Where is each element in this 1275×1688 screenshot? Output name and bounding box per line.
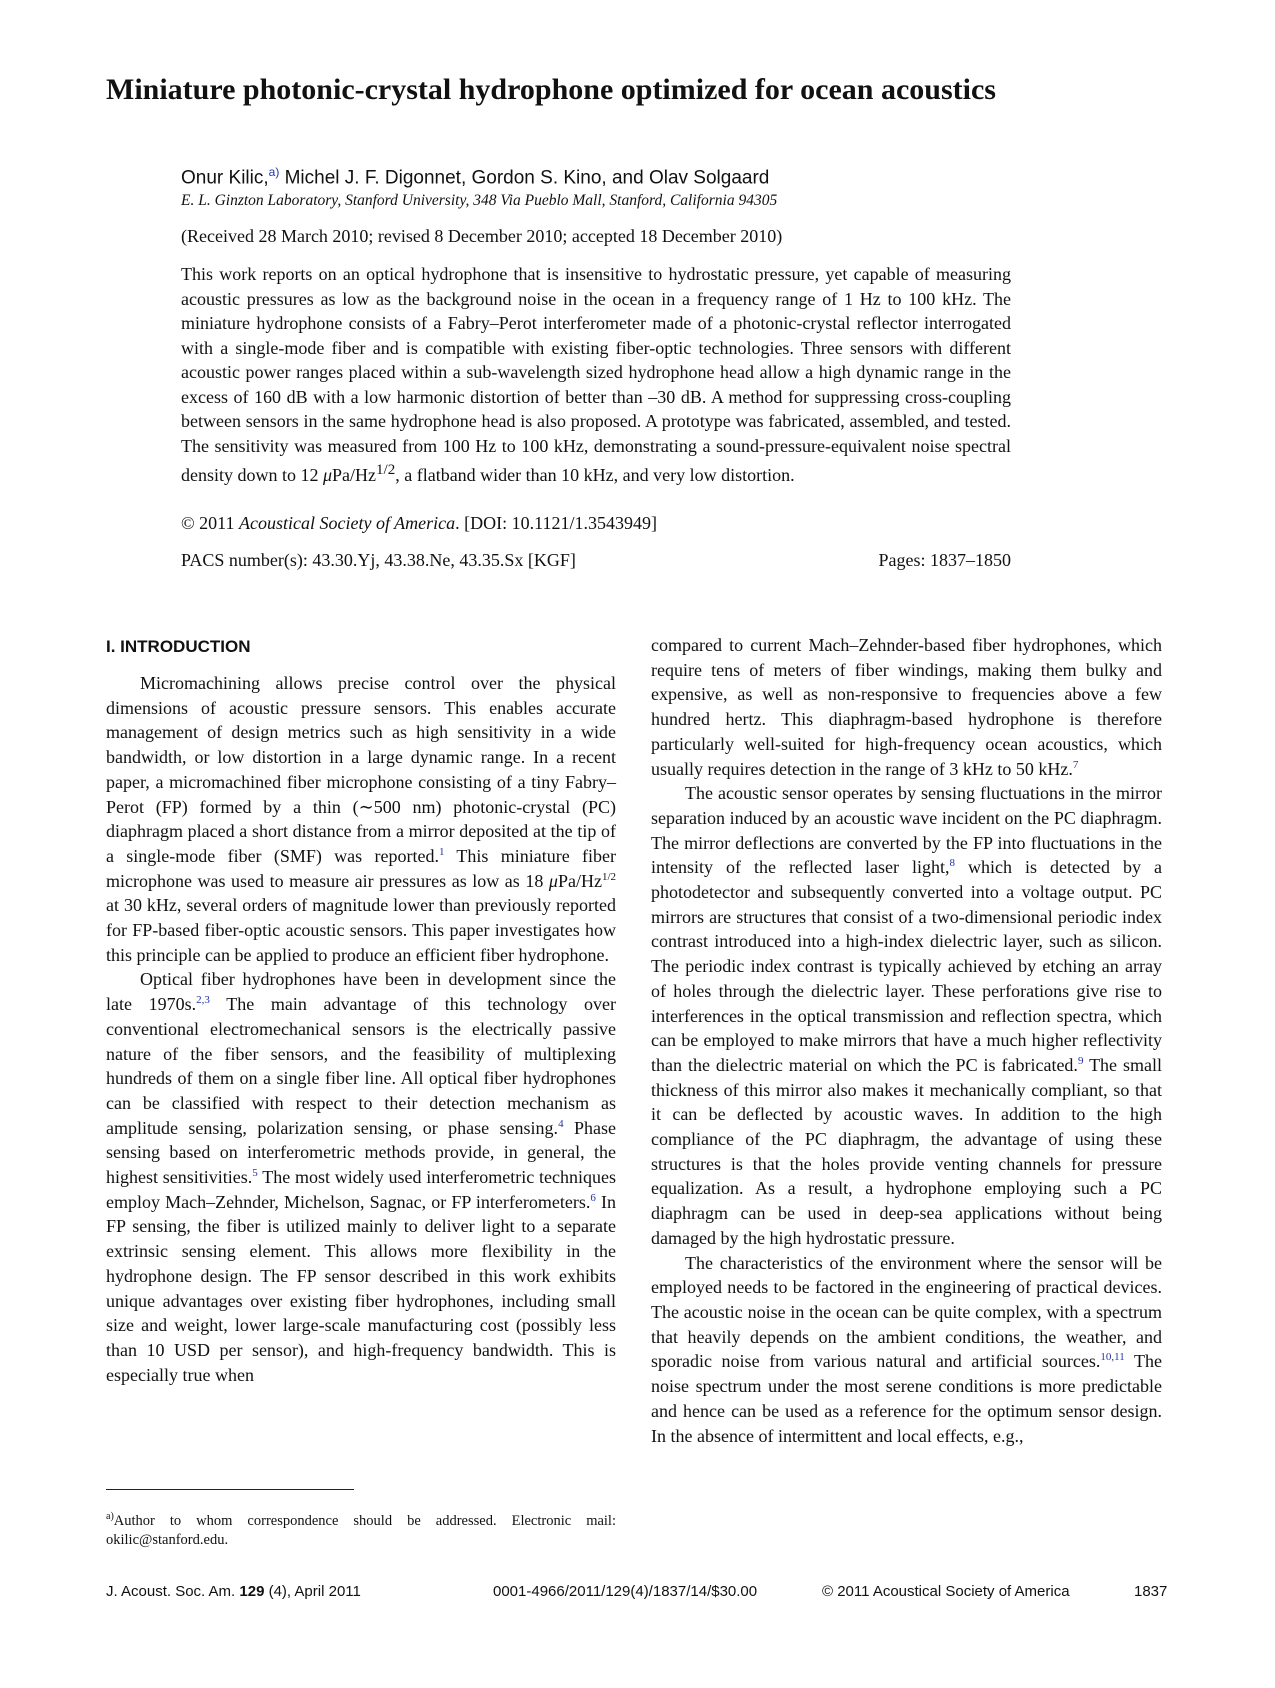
- journal-volume: 129: [239, 1583, 265, 1600]
- paragraph: [106, 967, 616, 1387]
- doi-link[interactable]: . [DOI: 10.1121/1.3543949]: [455, 513, 657, 533]
- citation-link[interactable]: 8: [949, 857, 955, 870]
- paragraph: [106, 671, 616, 967]
- author-footnote-mark[interactable]: a): [268, 165, 280, 179]
- paragraph-text: at 30 kHz, several orders of magnitude lower than previously reported for FP-based fiber-optic acoustic sensors. This paper investigates how this principle can be applied to produce an efficient fiber hydrophone.: [106, 895, 616, 965]
- paragraph-text: which is detected by a photodetector and subsequently converted into a voltage output. PC mirrors are structures that consist of a two-dimensional periodic index contrast introduced into a high-index dielectric layer, such as silicon. The periodic index contrast is typically achieved by etching an array of holes through the dielectric layer. These perforations give rise to interferences in the optical transmission and reflection spectra, which can be employed to make mirrors that have a much higher reflectivity than the dielectric material on which the PC is fabricated.: [651, 857, 1162, 1075]
- paragraph-text: Micromachining allows precise control over the physical dimensions of acoustic pressure sensors. This enables accurate management of design metrics such as high sensitivity in a wide bandwidth, or low distortion in a large dynamic range. In a recent paper, a micromachined fiber microphone consisting of a tiny Fabry–Perot (FP) formed by a thin (∼500 nm) photonic-crystal (PC) diaphragm placed a short distance from a mirror deposited at the tip of a single-mode fiber (SMF) was reported.: [106, 673, 616, 866]
- paragraph-text: The main advantage of this technology over conventional electromechanical sensors is the electrically passive nature of the fiber sensors, and the feasibility of multiplexing hundreds of them on a single fiber line. All optical fiber hydrophones can be classified with respect to their detection mechanism as amplitude sensing, polarization sensing, or phase sensing.: [106, 994, 616, 1138]
- author-first: Onur Kilic,: [181, 167, 269, 189]
- paragraph: [651, 1251, 1162, 1449]
- left-column: [106, 671, 616, 1387]
- abstract-exponent: 1/2: [376, 462, 396, 478]
- citation-link[interactable]: 4: [558, 1117, 564, 1130]
- author-list: [181, 165, 769, 189]
- copyright-line: [181, 513, 657, 534]
- copyright-symbol: © 2011: [181, 513, 240, 533]
- paragraph-text: The acoustic sensor operates by sensing fluctuations in the mirror separation induced by an acoustic wave incident on the PC diaphragm. The mirror deflections are converted by the FP into fluctuations in the intensity of the reflected laser light,: [651, 783, 1162, 878]
- right-column: [651, 633, 1162, 1448]
- paper-title: Miniature photonic-crystal hydrophone optimized for ocean acoustics: [106, 73, 996, 106]
- footnote-text: Author to whom correspondence should be addressed. Electronic mail: okilic@stanford.edu.: [106, 1512, 616, 1548]
- paragraph-text: compared to current Mach–Zehnder-based fiber hydrophones, which require tens of meters of fiber windings, making them bulky and expensive, as well as non-responsive to frequencies above a few hundred hertz. This diaphragm-based hydrophone is therefore particularly well-suited for high-frequency ocean acoustics, which usually requires detection in the range of 3 kHz to 50 kHz.: [651, 635, 1162, 779]
- paragraph-text: The noise spectrum under the most serene conditions is more predictable and hence can be used as a reference for the optimum sensor design. In the absence of intermittent and local effects, e.g.,: [651, 1351, 1162, 1446]
- footer-code: 0001-4966/2011/129(4)/1837/14/$30.00: [493, 1583, 758, 1600]
- abstract: [181, 262, 1011, 488]
- copyright-society: Acoustical Society of America: [239, 513, 456, 533]
- citation-link[interactable]: 7: [1072, 758, 1079, 771]
- journal-name: J. Acoust. Soc. Am.: [106, 1583, 240, 1600]
- mu-symbol: μ: [548, 870, 558, 891]
- footer-copyright: © 2011 Acoustical Society of America: [822, 1583, 1070, 1600]
- journal-issue: (4), April 2011: [264, 1583, 361, 1600]
- footnote-divider: [106, 1489, 354, 1490]
- abstract-text: This work reports on an optical hydrophone that is insensitive to hydrostatic pressure, yet capable of measuring acoustic pressures as low as the background noise in the ocean in a frequency range of 1 Hz to 100 kHz. The miniature hydrophone consists of a Fabry–Perot interferometer made of a photonic-crystal reflector interrogated with a single-mode fiber and is compatible with existing fiber-optic technologies. Three sensors with different acoustic power ranges placed within a sub-wavelength sized hydrophone head allow a high dynamic range in the excess of 160 dB with a low harmonic distortion of better than –30 dB. A method for suppressing cross-coupling between sensors in the same hydrophone head is also proposed. A prototype was fabricated, assembled, and tested. The sensitivity was measured from 100 Hz to 100 kHz, demonstrating a sound-pressure-equivalent noise spectral density down to 12: [181, 264, 1011, 485]
- footer-journal: [106, 1583, 361, 1600]
- abstract-mu-symbol: μ: [323, 465, 333, 485]
- section-heading-introduction: I. INTRODUCTION: [106, 637, 251, 656]
- citation-link[interactable]: 2,3: [196, 994, 210, 1007]
- page-range: Pages: 1837–1850: [878, 550, 1011, 570]
- abstract-text-end: , a flatband wider than 10 kHz, and very low distortion.: [395, 465, 795, 485]
- author-others: Michel J. F. Digonnet, Gordon S. Kino, and Olav Solgaard: [279, 167, 770, 189]
- page-number: 1837: [1134, 1583, 1168, 1600]
- abstract-unit: Pa/Hz: [332, 465, 377, 485]
- citation-link[interactable]: 9: [1077, 1054, 1084, 1067]
- exponent: 1/2: [601, 870, 616, 883]
- paragraph-text: Phase sensing based on interferometric methods provide, in general, the highest sensitivities.: [106, 1117, 616, 1188]
- paragraph-text: In FP sensing, the fiber is utilized mainly to deliver light to a separate extrinsic sensing element. This allows more flexibility in the hydrophone design. The FP sensor described in this work exhibits unique advantages over existing fiber hydrophones, including small size and weight, lower large-scale manufacturing cost (possibly less than 10 USD per sensor), and high-frequency bandwidth. This is especially true when: [106, 1191, 616, 1385]
- footnote: [106, 1507, 616, 1550]
- paragraph-text: The characteristics of the environment where the sensor will be employed needs to be factored in the engineering of practical devices. The acoustic noise in the ocean can be quite complex, with a spectrum that heavily depends on the ambient conditions, the weather, and sporadic noise from various natural and artificial sources.: [651, 1252, 1162, 1372]
- paragraph-text: The most widely used interferometric techniques employ Mach–Zehnder, Michelson, Sagnac, or FP interferometers.: [106, 1167, 616, 1212]
- pacs-numbers: PACS number(s): 43.30.Yj, 43.38.Ne, 43.35.Sx [KGF]: [181, 550, 576, 570]
- citation-link[interactable]: 6: [590, 1191, 596, 1204]
- paragraph: [651, 781, 1162, 1250]
- paragraph-text: This miniature fiber microphone was used to measure air pressures as low as 18: [106, 845, 616, 891]
- citation-link[interactable]: 1: [438, 845, 445, 858]
- paragraph-text: The small thickness of this mirror also makes it mechanically compliant, so that it can be deflected by acoustic waves. In addition to the high compliance of the PC diaphragm, the advantage of using these structures is that the holes provide venting channels for pressure equalization. As a result, a hydrophone employing such a PC diaphragm can be used in deep-sea applications without being damaged by the high hydrostatic pressure.: [651, 1054, 1162, 1248]
- paragraph: [651, 633, 1162, 781]
- footnote-mark: a): [106, 1511, 114, 1522]
- received-dates: (Received 28 March 2010; revised 8 December 2010; accepted 18 December 2010): [181, 226, 783, 246]
- affiliation: E. L. Ginzton Laboratory, Stanford University, 348 Via Pueblo Mall, Stanford, California 94305: [181, 192, 778, 209]
- citation-link[interactable]: 10,11: [1100, 1351, 1125, 1364]
- paragraph-text: Optical fiber hydrophones have been in development since the late 1970s.: [106, 969, 616, 1015]
- citation-link[interactable]: 5: [252, 1167, 258, 1180]
- paragraph-text: Pa/Hz: [557, 870, 602, 891]
